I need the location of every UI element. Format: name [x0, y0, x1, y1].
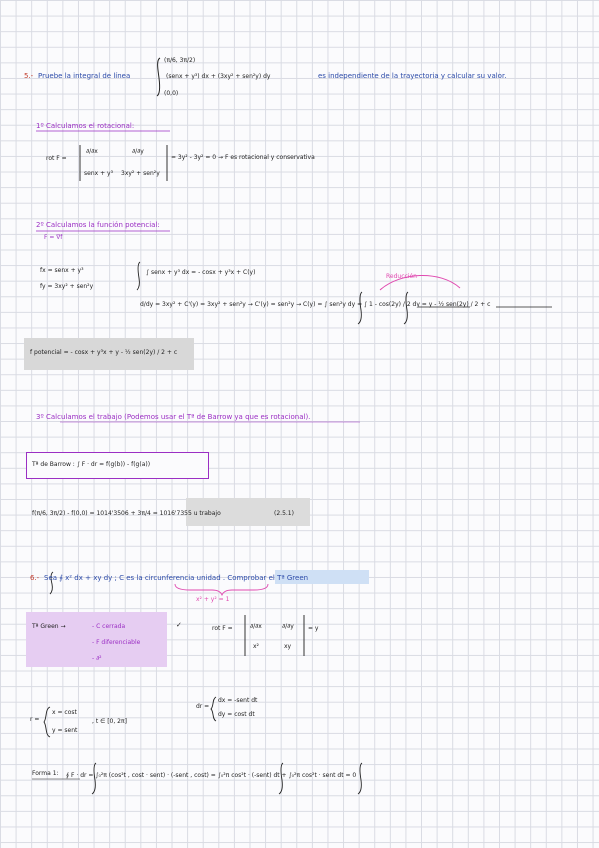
green-condition-2: - F diferenciable: [92, 639, 141, 646]
exercise5-header-text: Pruebe la integral de línea: [38, 72, 131, 80]
line-integral-calculation: ∮ F · dr = ∫₀²π (cos²t , cost · sent) · (-sent , cost) = ∫₀²π cos²t · (-sent) dt + ∫₀²π cos²t · sent dt = 0: [66, 772, 357, 779]
circle-equation: x² + y² = 1: [196, 596, 230, 603]
integrand: (senx + y³) dx + (3xy² + sen²y) dy: [166, 73, 271, 80]
rot2-partial-x: ∂/∂x: [250, 623, 262, 630]
potential-derivative: d/dy = 3xy² + C'(y) = 3xy² + sen²y → C'(y) = sen²y → C(y) = ∫ sen²y dy = ∫ 1 - cos(2y) / 2 dy = y - ½ sen(2y) / 2 + c: [140, 301, 491, 308]
potential-eq-fx: fx = senx + y³: [40, 267, 84, 274]
potential-result: f potencial = - cosx + y³x + y - ½ sen(2y) / 2 + c: [30, 349, 178, 356]
dr-x: dx = -sent dt: [218, 697, 258, 704]
barrow-calculation: f(π/6, 3π/2) - f(0,0) = 1014'3506 + 3π/4 = 1016'7355 u trabajo: [32, 510, 221, 517]
rot-partial-y: ∂/∂y: [132, 148, 144, 155]
step1-title: 1º Calculamos el rotacional:: [36, 122, 135, 130]
rot2-partial-y: ∂/∂y: [282, 623, 294, 630]
rot-component-q: 3xy² + sen²y: [121, 170, 160, 177]
step3-title: 3º Calculamos el trabajo (Podemos usar el Tª de Barrow ya que es rotacional).: [36, 413, 311, 421]
exercise6-number: 6.-: [30, 574, 40, 582]
line-integral-label: Forma 1:: [32, 770, 59, 777]
rot-result: = 3y² - 3y² = 0 → F es rotacional y conservativa: [171, 154, 315, 161]
integral-sign-5: [157, 58, 160, 96]
reduction-label: Reducción: [386, 273, 417, 280]
rot2-label: rot F =: [212, 625, 233, 632]
param-label: r =: [30, 716, 40, 723]
rot2-component-q: xy: [284, 643, 292, 650]
barrow-reference: (2.5.1): [274, 510, 294, 517]
rot2-result: = y: [308, 625, 319, 632]
rot-partial-x: ∂/∂x: [86, 148, 98, 155]
dr-y: dy = cost dt: [218, 711, 255, 718]
integral-lower-limit: (0,0): [164, 90, 179, 97]
checkmark: ✓: [176, 621, 182, 629]
exercise5-header-tail: es independiente de la trayectoria y calcular su valor.: [318, 72, 507, 80]
green-condition-3: - ∂²: [92, 655, 102, 662]
green-condition-1: - C cerrada: [92, 623, 126, 630]
param-x: x = cost: [52, 709, 77, 716]
rot2-component-p: x²: [253, 643, 259, 650]
integral-upper-limit: (π/6, 3π/2): [164, 57, 196, 64]
rot-component-p: senx + y³: [84, 170, 113, 177]
exercise5-number: 5.-: [24, 72, 34, 80]
rot-label: rot F =: [46, 155, 67, 162]
brace-circle: [175, 584, 268, 595]
exercise6-header-text: Sea ∮ x² dx + xy dy ; C es la circunferencia unidad . Comprobar el Tª Green: [44, 574, 309, 582]
step2-subtitle: F = ∇f: [44, 234, 63, 241]
step2-title: 2º Calculamos la función potencial:: [36, 221, 160, 229]
potential-integral: ∫ senx + y³ dx = - cosx + y³x + C(y): [146, 269, 256, 276]
param-range: , t ∈ [0, 2π]: [92, 718, 127, 725]
green-box-title: Tª Green →: [32, 623, 66, 630]
param-y: y = sent: [52, 727, 78, 734]
dr-label: dr =: [196, 703, 210, 710]
potential-eq-fy: fy = 3xy² + sen²y: [40, 283, 94, 290]
barrow-theorem: Tª de Barrow : ∫ F · dr = f(g(b)) - f(g(a)): [32, 461, 151, 468]
